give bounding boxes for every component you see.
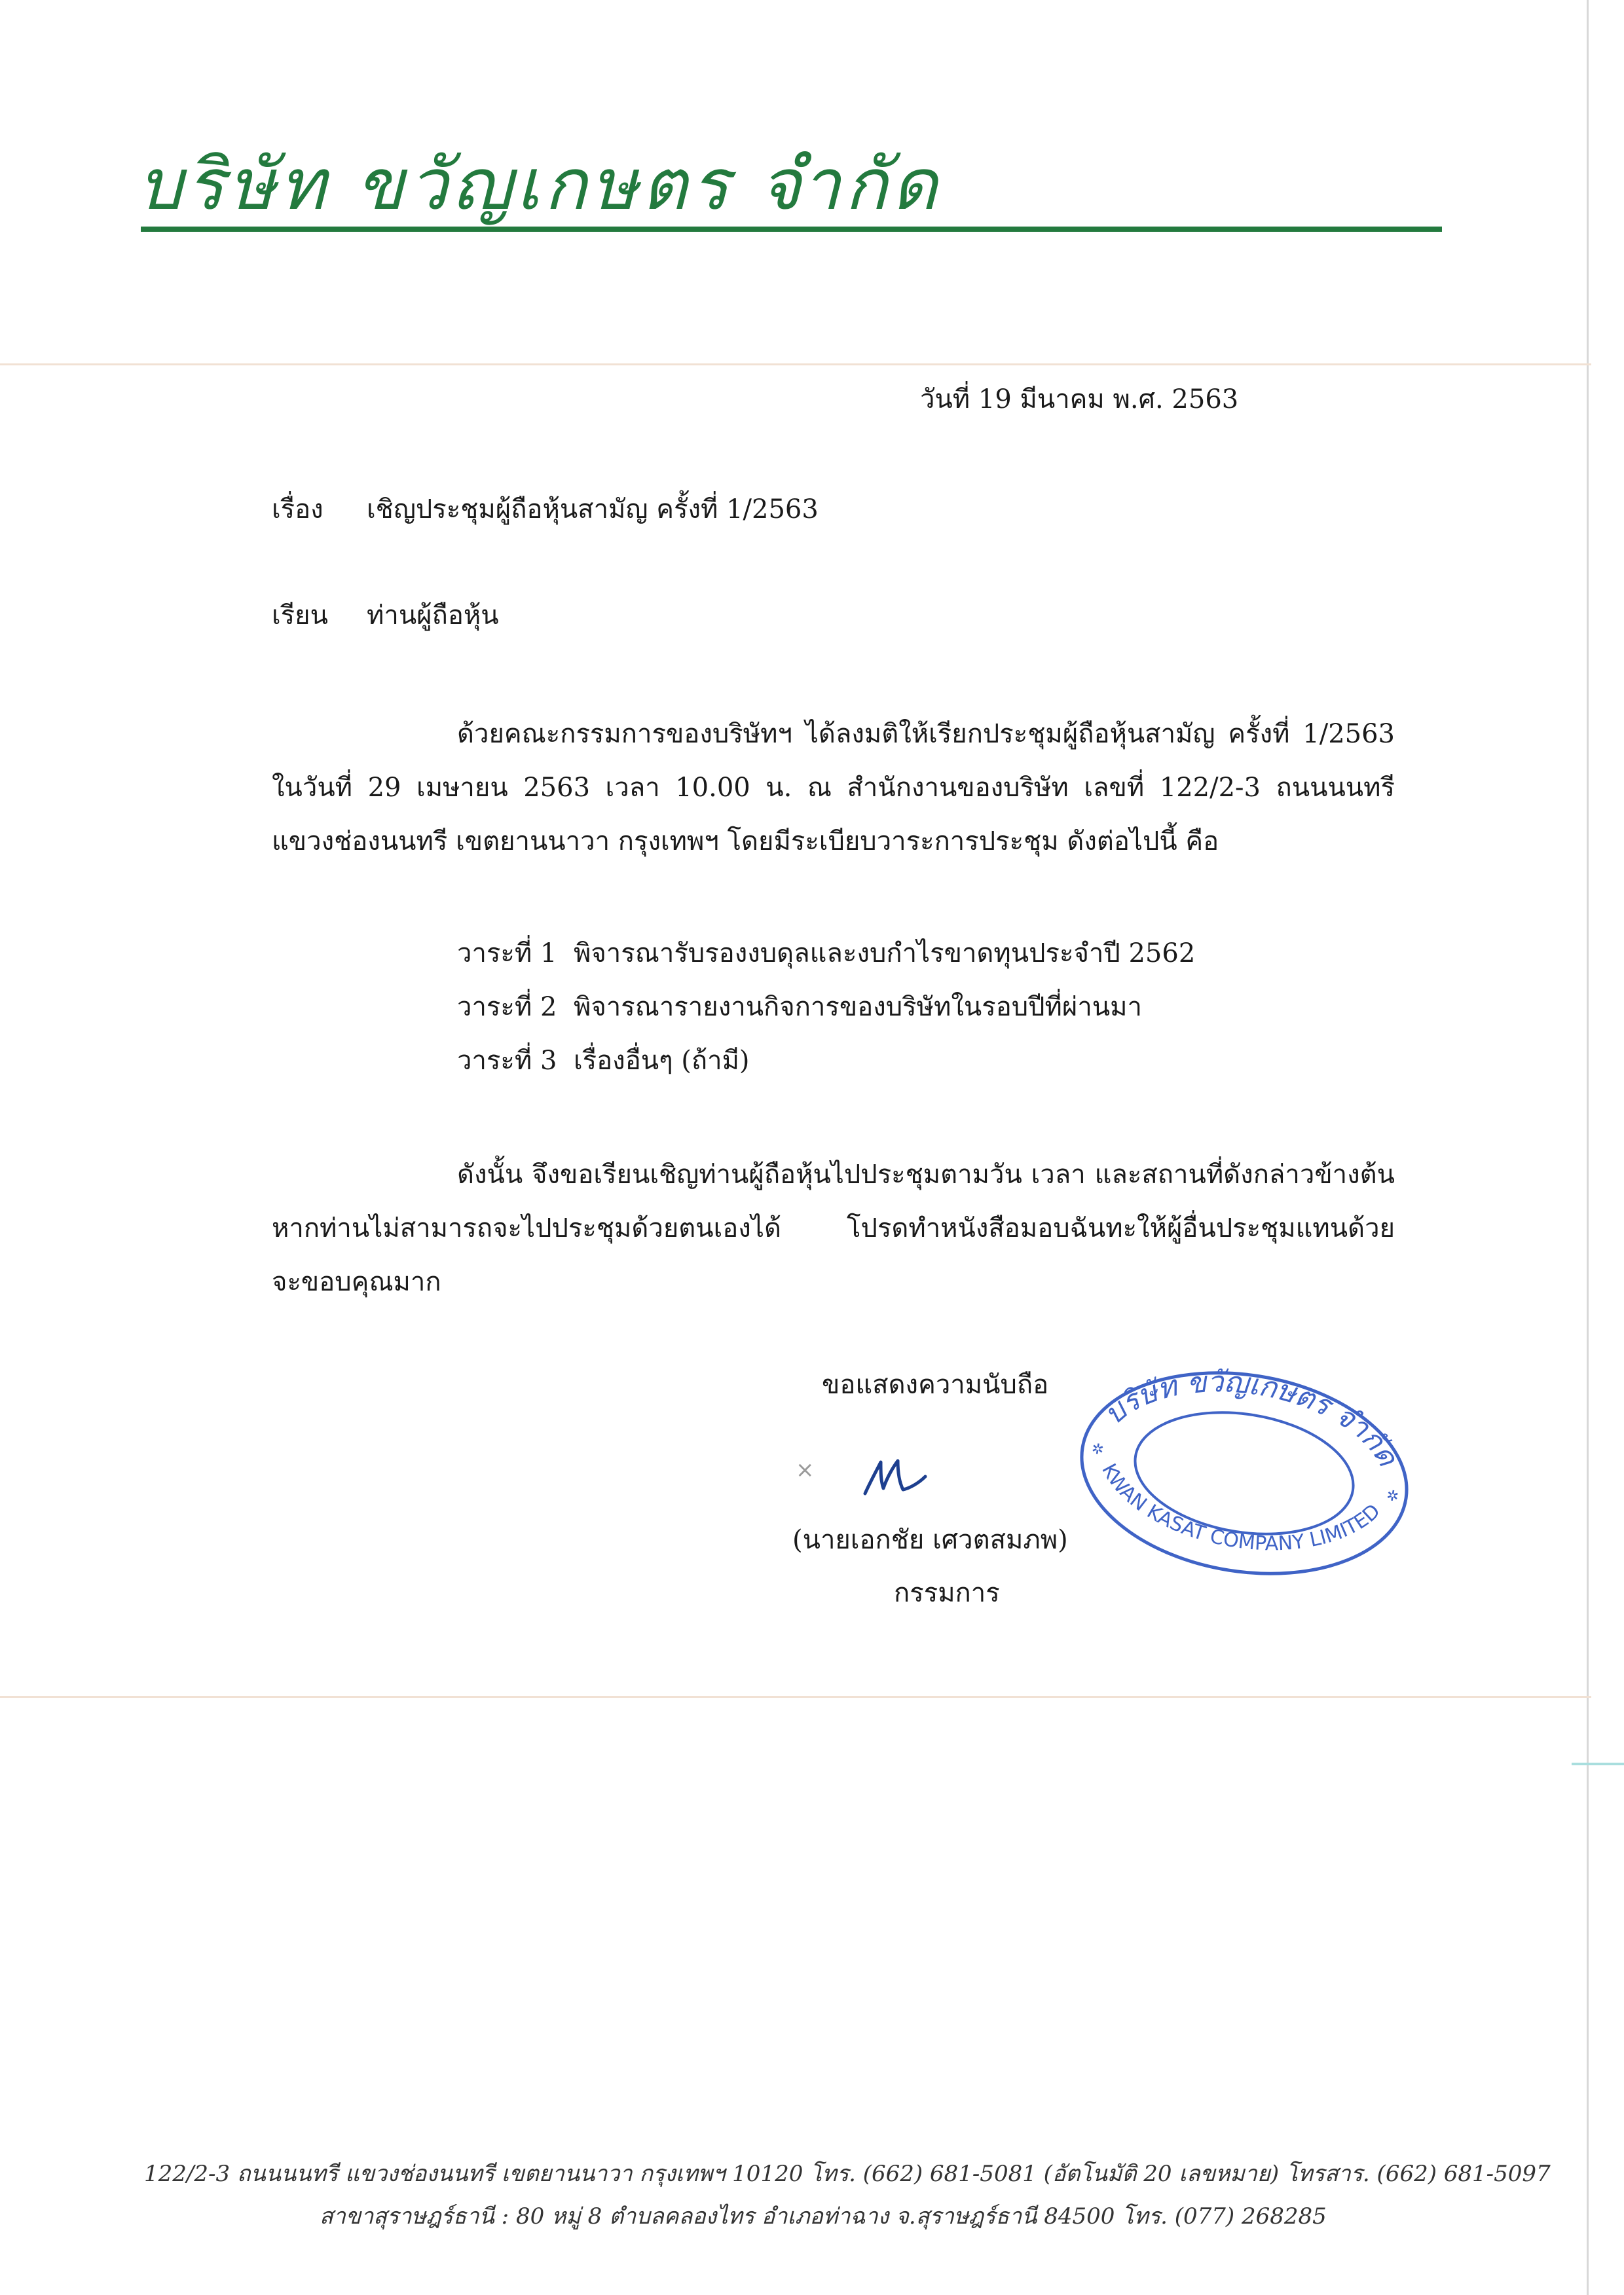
paragraph-line: จะขอบคุณมาก	[272, 1267, 441, 1297]
agenda-number: วาระที่ 3	[457, 1046, 557, 1076]
scan-edge-mark	[1572, 1763, 1624, 1765]
body-paragraph-1	[272, 707, 1395, 868]
paragraph-line: แขวงช่องนนทรี เขตยานนาวา กรุงเทพฯ โดยมีระเบียบวาระการประชุม ดังต่อไปนี้ คือ	[272, 826, 1219, 856]
agenda-item	[457, 980, 1195, 1034]
page-edge	[1587, 0, 1589, 2295]
salutation-label: เรียน	[272, 600, 328, 631]
fold-line-top	[0, 363, 1591, 365]
agenda-text: พิจารณารายงานกิจการของบริษัทในรอบปีที่ผ่านมา	[574, 992, 1142, 1022]
agenda-list	[457, 927, 1195, 1088]
subject-text: เชิญประชุมผู้ถือหุ้นสามัญ ครั้งที่ 1/2563	[367, 494, 819, 524]
signature-x-mark: ×	[796, 1457, 815, 1483]
paragraph-line: ในวันที่ 29 เมษายน 2563 เวลา 10.00 น. ณ สำนักงานของบริษัท เลขที่ 122/2-3 ถนนนนทรี	[272, 773, 1395, 803]
seal-text-th: บริษัท ขวัญเกษตร จำกัด	[1098, 1365, 1405, 1472]
svg-text:✲: ✲	[1090, 1441, 1105, 1459]
signature-image	[861, 1450, 933, 1503]
subject-label: เรื่อง	[272, 494, 323, 524]
paragraph-line: หากท่านไม่สามารถจะไปประชุมด้วยตนเองได้ โปรดทำหนังสือมอบฉันทะให้ผู้อื่นประชุมแทนด้วย	[272, 1213, 1395, 1243]
fold-line-bottom	[0, 1696, 1591, 1698]
company-name: บริษัท ขวัญเกษตร จำกัด	[138, 144, 942, 226]
svg-text:✲: ✲	[1385, 1487, 1400, 1506]
letter-date: วันที่ 19 มีนาคม พ.ศ. 2563	[920, 384, 1239, 414]
paragraph-line: ดังนั้น จึงขอเรียนเชิญท่านผู้ถือหุ้นไปประชุมตามวัน เวลา และสถานที่ดังกล่าวข้างต้น	[457, 1160, 1395, 1190]
company-seal	[1067, 1362, 1421, 1585]
agenda-text: พิจารณารับรองงบดุลและงบกำไรขาดทุนประจำปี 2562	[574, 938, 1196, 968]
agenda-item	[457, 1034, 1195, 1088]
footer-branch-line: สาขาสุราษฎร์ธานี : 80 หมู่ 8 ตำบลคลองไทร อำเภอท่าฉาง จ.สุราษฎร์ธานี 84500 โทร. (077) 268285	[320, 2203, 1327, 2230]
body-paragraph-2	[272, 1148, 1395, 1309]
agenda-number: วาระที่ 1	[457, 938, 557, 968]
salutation-text: ท่านผู้ถือหุ้น	[367, 600, 499, 631]
agenda-number: วาระที่ 2	[457, 992, 557, 1022]
signer-title: กรรมการ	[894, 1578, 1000, 1608]
closing-text: ขอแสดงความนับถือ	[822, 1370, 1049, 1400]
footer-address-line: 122/2-3 ถนนนนทรี แขวงช่องนนทรี เขตยานนาวา กรุงเทพฯ 10120 โทร. (662) 681-5081 (อัตโนมัติ 20 เลขหมาย) โทรสาร. (662) 681-5097	[144, 2161, 1551, 2187]
seal-text-en: KWAN KASAT COMPANY LIMITED	[1097, 1460, 1385, 1556]
agenda-text: เรื่องอื่นๆ (ถ้ามี)	[574, 1046, 750, 1076]
signer-name: (นายเอกชัย เศวตสมภพ)	[792, 1525, 1068, 1555]
agenda-item	[457, 927, 1195, 980]
letterhead-rule	[141, 227, 1442, 232]
paragraph-line: ด้วยคณะกรรมการของบริษัทฯ ได้ลงมติให้เรียกประชุมผู้ถือหุ้นสามัญ ครั้งที่ 1/2563	[457, 719, 1395, 749]
